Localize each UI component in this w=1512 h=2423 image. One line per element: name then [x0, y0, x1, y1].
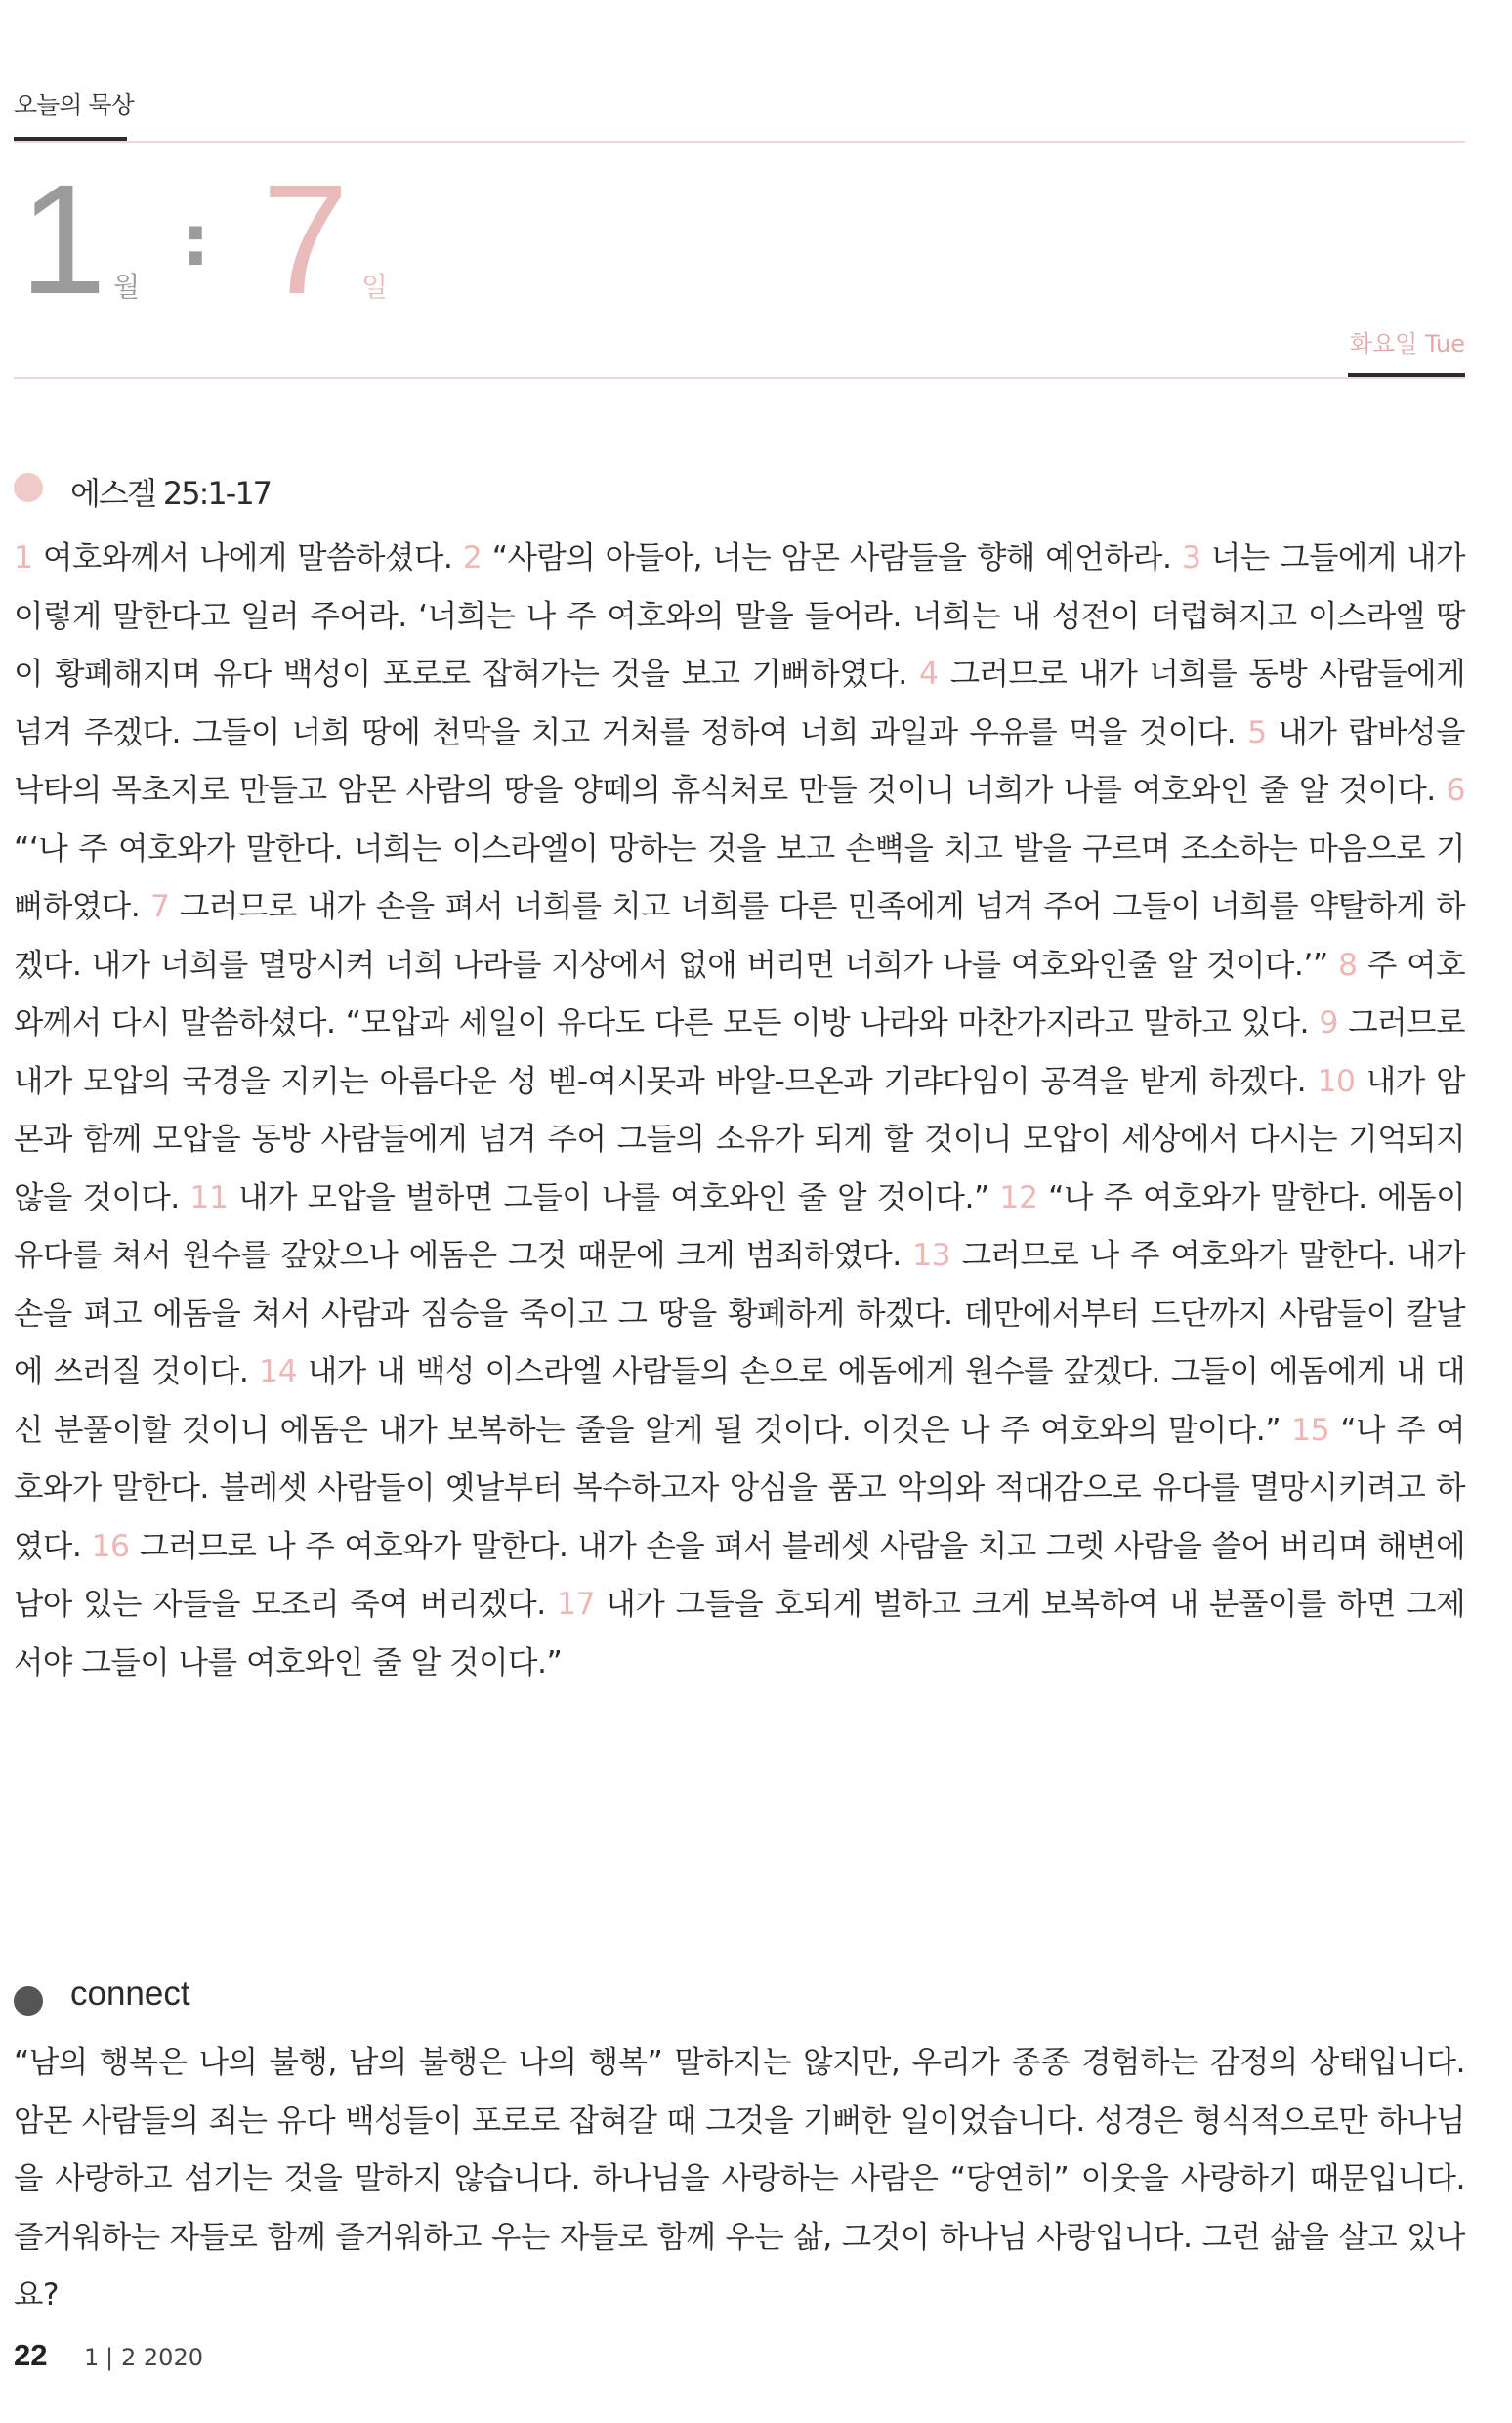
issue-separator: |: [105, 2344, 114, 2371]
verse-text: 내가 암몬과 함께 모압을 동방 사람들에게 넘겨 주어 그들의 소유가 되게 할 것이니 모압이 세상에서 다시는 기억되지 않을 것이다.: [14, 1063, 1466, 1215]
day-number: 7: [262, 151, 349, 326]
verse: [14, 540, 452, 575]
scripture-passage: [14, 530, 1465, 1692]
verse-text: 여호와께서 나에게 말씀하셨다.: [42, 540, 453, 575]
verse-number: 7: [149, 889, 170, 924]
connect-body: “남의 행복은 나의 불행, 남의 불행은 나의 행복” 말하지는 않지만, 우리가 종종 경험하는 감정의 상태입니다. 암몬 사람들의 죄는 유다 백성들이 포로로 잡혀갈 때 그것을 기뻐한 일이었습니다. 성경은 형식적으로만 하나님을 사랑하고 섬기는 것을 말하지 않습니다. 하나님을 사랑하는 사람은 “당연히” 이웃을 사랑하기 때문입니다. 즐거워하는 자들로 함께 즐거워하고 우는 자들로 함께 우는 삶, 그것이 하나님 사랑입니다. 그런 삶을 살고 있나요?: [14, 2045, 1465, 2313]
verse-text: 내가 모압을 벌하면 그들이 나를 여호와인 줄 알 것이다.”: [238, 1179, 989, 1215]
verse-text: 그러므로 나 주 여호와가 말한다. 내가 손을 펴고 에돔을 쳐서 사람과 짐승을 죽이고 그 땅을 황폐하게 하겠다. 데만에서부터 드단까지 사람들이 칼날에 쓰러질 것이다.: [14, 1238, 1465, 1389]
scripture-reference: 에스겔 25:1-17: [70, 475, 272, 512]
verse-text: “사람의 아들아, 너는 암몬 사람들을 향해 예언하라.: [491, 540, 1172, 575]
verse-number: 14: [259, 1354, 298, 1389]
page-number: 22: [14, 2338, 48, 2372]
verse-text: 그러므로 내가 너희를 동방 사람들에게 넘겨 주겠다. 그들이 너희 땅에 천막을 치고 거처를 정하여 너희 과일과 우유를 먹을 것이다.: [14, 657, 1466, 750]
verse-text: 그러므로 내가 모압의 국경을 지키는 아름다운 성 벧-여시못과 바알-므온과 기랴다임이 공격을 받게 하겠다.: [14, 1005, 1466, 1099]
section-label: 오늘의 묵상: [14, 91, 134, 119]
verse-text: 그러므로 나 주 여호와가 말한다. 내가 손을 펴서 블레셋 사람을 치고 그렛 사람을 쓸어 버리며 해변에 남아 있는 자들을 모조리 죽여 버리겠다.: [14, 1528, 1466, 1622]
weekday-label: 화요일 Tue: [1349, 330, 1465, 358]
verse-number: 13: [912, 1238, 951, 1273]
verse-number: 11: [189, 1179, 229, 1215]
verse-number: 15: [1291, 1412, 1330, 1448]
verse-text: 그러므로 내가 손을 펴서 너희를 치고 너희를 다른 민족에게 넘겨 주어 그들이 너희를 약탈하게 하겠다. 내가 너희를 멸망시켜 너희 나라를 지상에서 없애 버리면 너희가 나를 여호와인줄 알 것이다.’”: [14, 889, 1465, 983]
verse-number: 17: [557, 1587, 596, 1622]
verse-text: 너는 그들에게 내가 이렇게 말한다고 일러 주어라. ‘너희는 나 주 여호와의 말을 들어라. 너희는 내 성전이 더럽혀지고 이스라엘 땅이 황폐해지며 유다 백성이 포로로 잡혀가는 것을 보고 기뻐하였다.: [14, 540, 1466, 692]
date-colon: :: [182, 199, 210, 281]
verse: [189, 1180, 988, 1215]
verse-text: “나 주 여호와가 말한다. 블레셋 사람들이 옛날부터 복수하고자 앙심을 품고 악의와 적대감으로 유다를 멸망시키려고 하였다.: [14, 1412, 1465, 1564]
day-unit: 일: [361, 271, 389, 303]
verse-number: 9: [1319, 1005, 1338, 1041]
verse-text: “‘나 주 여호와가 말한다. 너희는 이스라엘이 망하는 것을 보고 손뼉을 치고 발을 구르며 조소하는 마음으로 기뻐하였다.: [14, 830, 1465, 924]
verse-text: 주 여호와께서 다시 말씀하셨다. “모압과 세일이 유다도 다른 모든 이방 나라와 마찬가지라고 말하고 있다.: [14, 947, 1466, 1041]
verse-number: 3: [1181, 540, 1201, 575]
verse-number: 2: [462, 540, 483, 575]
connect-title: connect: [70, 1975, 190, 2013]
verse-number: 5: [1247, 714, 1267, 750]
connect-bullet-icon: [14, 1986, 43, 2016]
top-divider: [14, 141, 1465, 143]
verse-number: 10: [1317, 1063, 1356, 1099]
scripture-bullet-icon: [14, 473, 43, 502]
verse-number: 4: [918, 657, 939, 692]
month-number: 1: [20, 151, 106, 326]
verse-text: “나 주 여호와가 말한다. 에돔이 유다를 쳐서 원수를 갚았으나 에돔은 그것 때문에 크게 범죄하였다.: [14, 1179, 1466, 1273]
verse-text: 내가 랍바성을 낙타의 목초지로 만들고 암몬 사람의 땅을 양떼의 휴식처로 만들 것이니 너희가 나를 여호와인 줄 알 것이다.: [14, 714, 1465, 808]
month-unit: 월: [113, 271, 141, 303]
verse-text: 내가 내 백성 이스라엘 사람들의 손으로 에돔에게 원수를 갚겠다. 그들이 에돔에게 내 대신 분풀이할 것이니 에돔은 내가 보복하는 줄을 알게 될 것이다. 이것은 나 주 여호와의 말이다.”: [14, 1354, 1466, 1448]
verse-number: 1: [14, 540, 33, 575]
verse-text: 내가 그들을 호되게 벌하고 크게 보복하여 내 분풀이를 하면 그제서야 그들이 나를 여호와인 줄 알 것이다.”: [14, 1587, 1466, 1680]
issue-year: 2 2020: [121, 2344, 203, 2371]
verse-number: 12: [999, 1179, 1038, 1215]
header-divider: [14, 377, 1465, 379]
issue-month: 1: [84, 2344, 100, 2371]
verse: [463, 540, 1172, 575]
verse: [14, 889, 1465, 983]
verse-number: 6: [1446, 773, 1465, 808]
verse-number: 16: [91, 1528, 130, 1564]
verse-number: 8: [1338, 947, 1358, 983]
